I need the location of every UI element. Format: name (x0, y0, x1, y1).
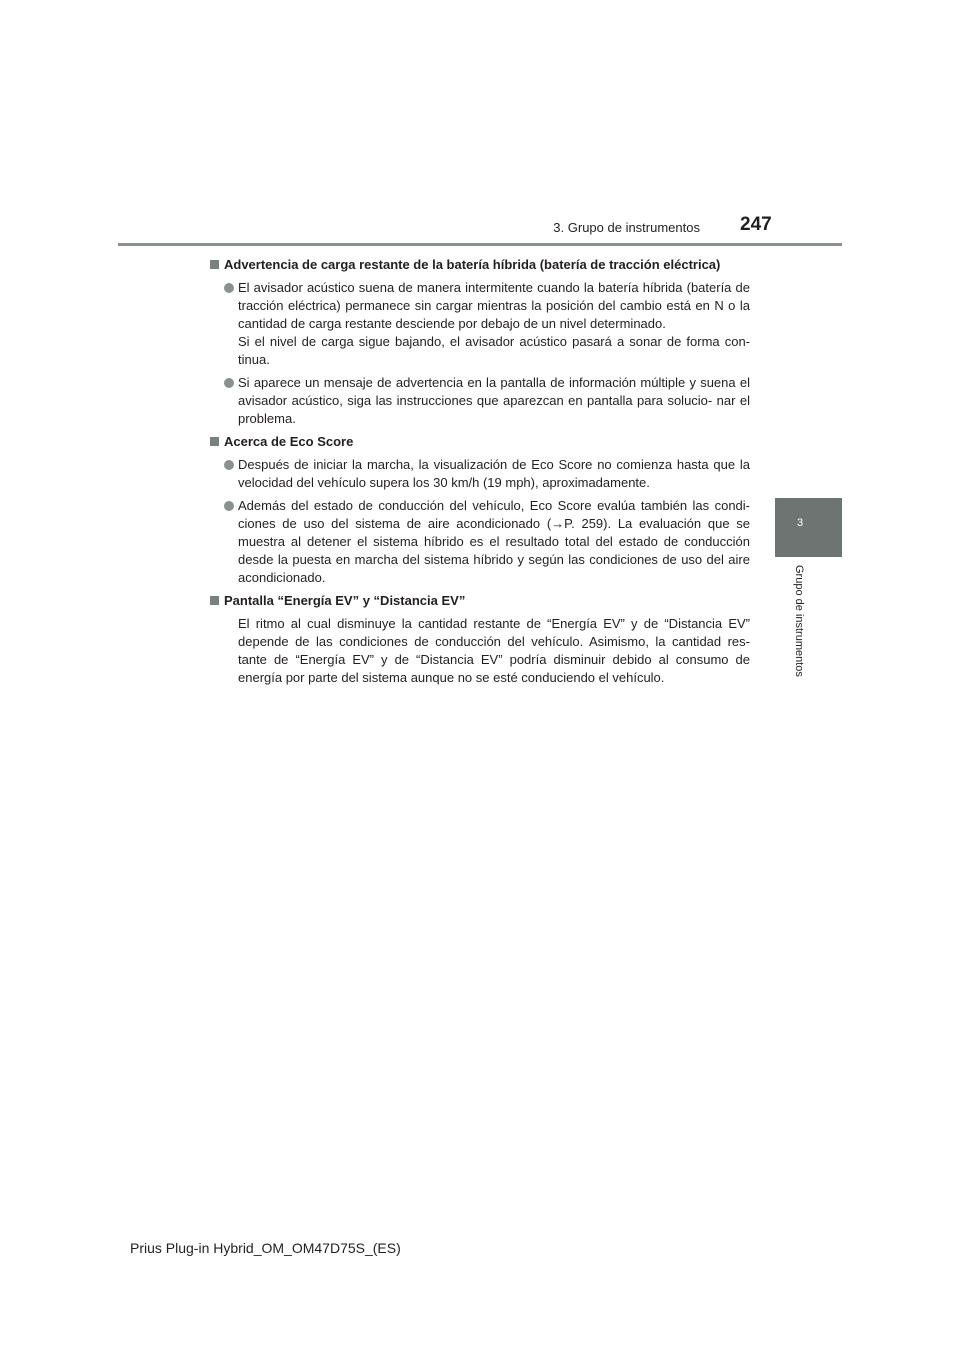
square-bullet-icon (210, 260, 219, 269)
page-number: 247 (740, 214, 772, 235)
section-heading (210, 433, 750, 451)
section-heading-text: Acerca de Eco Score (224, 434, 354, 449)
bullet-text: Si el nivel de carga sigue bajando, el avisador acústico pasará a sonar de forma con- tinua. (238, 334, 750, 367)
bullet-text: El avisador acústico suena de manera intermitente cuando la batería híbrida (batería de tracción eléctrica) permanece sin cargar mientras la posición del cambio está en N o la cantidad de carga restante desciende por debajo de un nivel determinado. (238, 280, 750, 331)
chapter-tab-label: Grupo de instrumentos (793, 565, 805, 677)
section-paragraph: El ritmo al cual disminuye la cantidad restante de “Energía EV” y de “Distancia EV” depende de las condiciones de conducción del vehículo. Asimismo, la cantidad res- tante de “Energía EV” y de “Distancia EV” podría disminuir debido al consumo de energía por parte del sistema aunque no se esté conduciendo el vehículo. (238, 616, 750, 685)
bullet-text: Después de iniciar la marcha, la visualización de Eco Score no comienza hasta que la velocidad del vehículo supera los 30 km/h (19 mph), aproximadamente. (238, 457, 750, 490)
section-heading (210, 592, 750, 610)
chapter-tab-number: 3 (796, 517, 804, 529)
bullet-item (210, 279, 750, 369)
circle-bullet-icon (224, 283, 234, 293)
circle-bullet-icon (224, 378, 234, 388)
header-divider (118, 243, 842, 246)
square-bullet-icon (210, 437, 219, 446)
circle-bullet-icon (224, 501, 234, 511)
page-content (210, 256, 750, 692)
bullet-text: Si aparece un mensaje de advertencia en la pantalla de información múltiple y suena el avisador acústico, siga las instrucciones que aparezcan en pantalla para solucio- nar el problema. (238, 375, 750, 426)
square-bullet-icon (210, 596, 219, 605)
bullet-text: Además del estado de conducción del vehículo, Eco Score evalúa también las condi- ciones de uso del sistema de aire acondicionado (→P. 259). La evaluación que se muestra al detener el sistema híbrido es el resultado total del estado de conducción desde la puesta en marcha del sistema híbrido y según las condiciones de uso del aire acondicionado. (238, 498, 750, 585)
bullet-item (210, 456, 750, 492)
section-heading (210, 256, 750, 274)
running-header-section: 3. Grupo de instrumentos (553, 220, 700, 235)
bullet-item (210, 374, 750, 428)
bullet-item (210, 497, 750, 587)
circle-bullet-icon (224, 460, 234, 470)
section-heading-text: Pantalla “Energía EV” y “Distancia EV” (224, 593, 466, 608)
section-heading-text: Advertencia de carga restante de la batería híbrida (batería de tracción eléctrica) (224, 257, 721, 272)
footer-manual-id: Prius Plug-in Hybrid_OM_OM47D75S_(ES) (130, 1240, 401, 1256)
